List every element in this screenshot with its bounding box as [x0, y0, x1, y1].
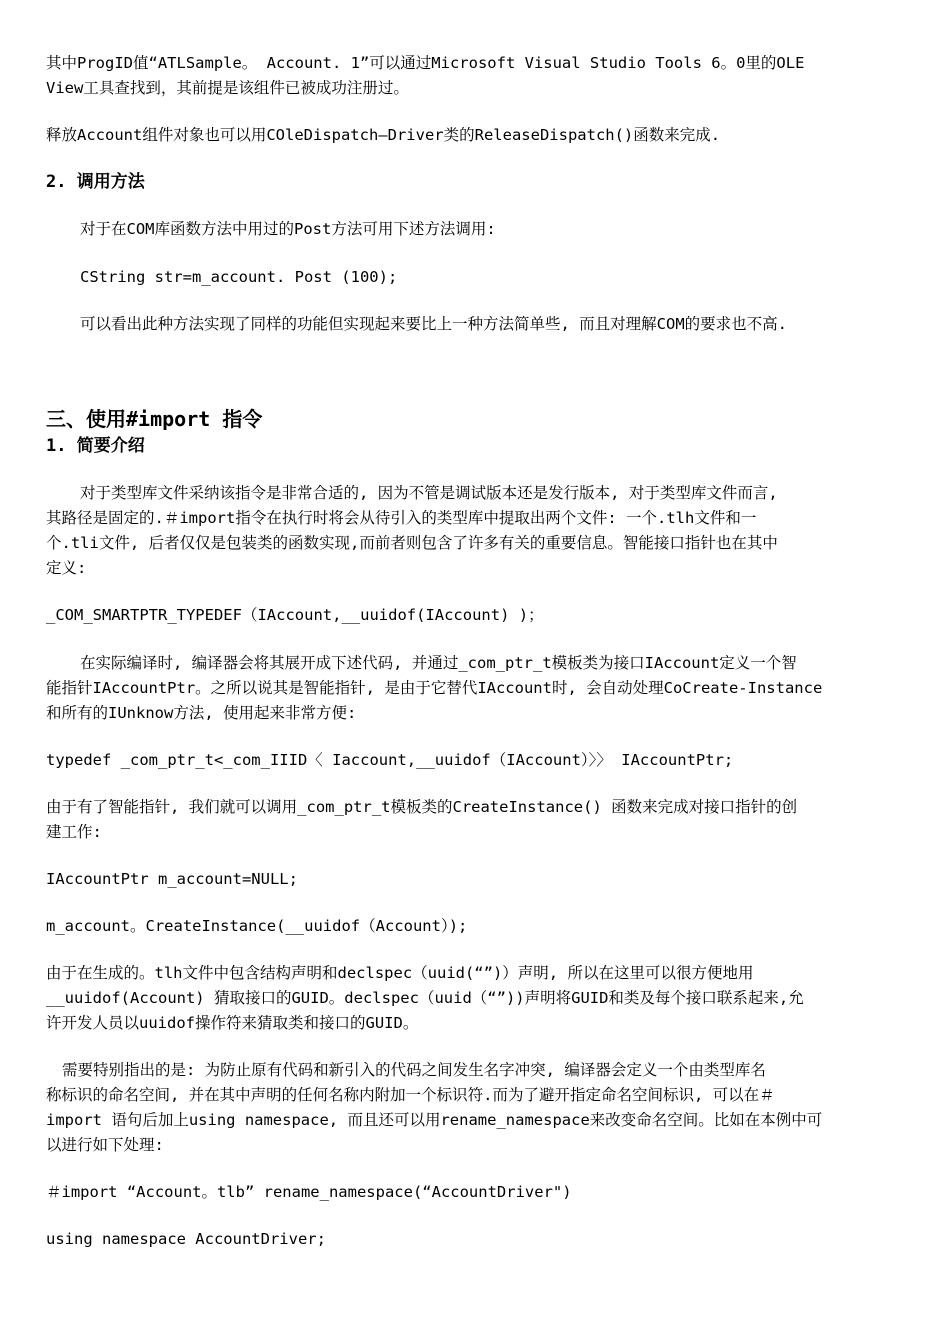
code-line: typedef _com_ptr_t<_com_IIID〈 Iaccount,__uuidof（IAccount）〉〉 IAccountPtr;	[46, 751, 734, 769]
code-line: m_account。CreateInstance(__uuidof（Account）);	[46, 917, 468, 935]
paragraph-line: 可以看出此种方法实现了同样的功能但实现起来要比上一种方法简单些, 而且对理解COM的要求也不高.	[80, 315, 787, 333]
paragraph-line: 对于类型库文件采纳该指令是非常合适的, 因为不管是调试版本还是发行版本, 对于类型库文件而言,	[80, 484, 778, 502]
paragraph-line: 以进行如下处理:	[46, 1136, 164, 1154]
paragraph-line: 定义:	[46, 559, 87, 577]
chapter-heading-import: 三、使用#import 指令	[46, 407, 263, 431]
paragraph-line: 称标识的命名空间, 并在其中声明的任何名称内附加一个标识符.而为了避开指定命名空间标识, 可以在＃	[46, 1086, 775, 1104]
paragraph-line: __uuidof(Account) 猜取接口的GUID。declspec（uuid（“”))声明将GUID和类及每个接口联系起来,允	[46, 989, 804, 1007]
paragraph-line: 由于有了智能指针, 我们就可以调用_com_ptr_t模板类的CreateInstance() 函数来完成对接口指针的创	[46, 798, 798, 816]
paragraph-line: 释放Account组件对象也可以用COleDispatch—Driver类的ReleaseDispatch()函数来完成.	[46, 126, 721, 144]
code-line: CString str=m_account. Post (100);	[80, 268, 398, 286]
paragraph-line: 个.tli文件, 后者仅仅是包装类的函数实现,而前者则包含了许多有关的重要信息。智能接口指针也在其中	[46, 534, 778, 552]
paragraph-line: import 语句后加上using namespace, 而且还可以用rename_namespace来改变命名空间。比如在本例中可	[46, 1111, 823, 1129]
paragraph-line: 由于在生成的。tlh文件中包含结构声明和declspec（uuid(“”)）声明, 所以在这里可以很方便地用	[46, 964, 754, 982]
paragraph-line: 需要特别指出的是: 为防止原有代码和新引入的代码之间发生名字冲突, 编译器会定义一个由类型库名	[62, 1061, 766, 1079]
paragraph-line: View工具查找到，其前提是该组件已被成功注册过。	[46, 79, 409, 97]
paragraph-line: 其路径是固定的.＃import指令在执行时将会从待引入的类型库中提取出两个文件: 一个.tlh文件和一	[46, 509, 757, 527]
paragraph-line: 建工作:	[46, 823, 102, 841]
paragraph-line: 和所有的IUnknow方法, 使用起来非常方便:	[46, 704, 357, 722]
code-line: _COM_SMARTPTR_TYPEDEF（IAccount,__uuidof(IAccount) )；	[46, 606, 544, 624]
paragraph-line: 许开发人员以uuidof操作符来猜取类和接口的GUID。	[46, 1014, 419, 1032]
code-line: IAccountPtr m_account=NULL;	[46, 870, 298, 888]
section-heading-intro: 1. 简要介绍	[46, 436, 145, 456]
paragraph-line: 其中ProgID值“ATLSample。 Account. 1”可以通过Microsoft Visual Studio Tools 6。0里的OLE	[46, 54, 805, 72]
paragraph-line: 在实际编译时, 编译器会将其展开成下述代码, 并通过_com_ptr_t模板类为接口IAccount定义一个智	[80, 654, 797, 672]
code-line: ＃import “Account。tlb” rename_namespace(“AccountDriver")	[46, 1183, 572, 1201]
code-line: using namespace AccountDriver;	[46, 1230, 326, 1248]
paragraph-line: 能指针IAccountPtr。之所以说其是智能指针, 是由于它替代IAccount时, 会自动处理CoCreate-Instance	[46, 679, 823, 697]
paragraph-line: 对于在COM库函数方法中用过的Post方法可用下述方法调用:	[80, 220, 496, 238]
section-heading-call-method: 2. 调用方法	[46, 172, 145, 192]
